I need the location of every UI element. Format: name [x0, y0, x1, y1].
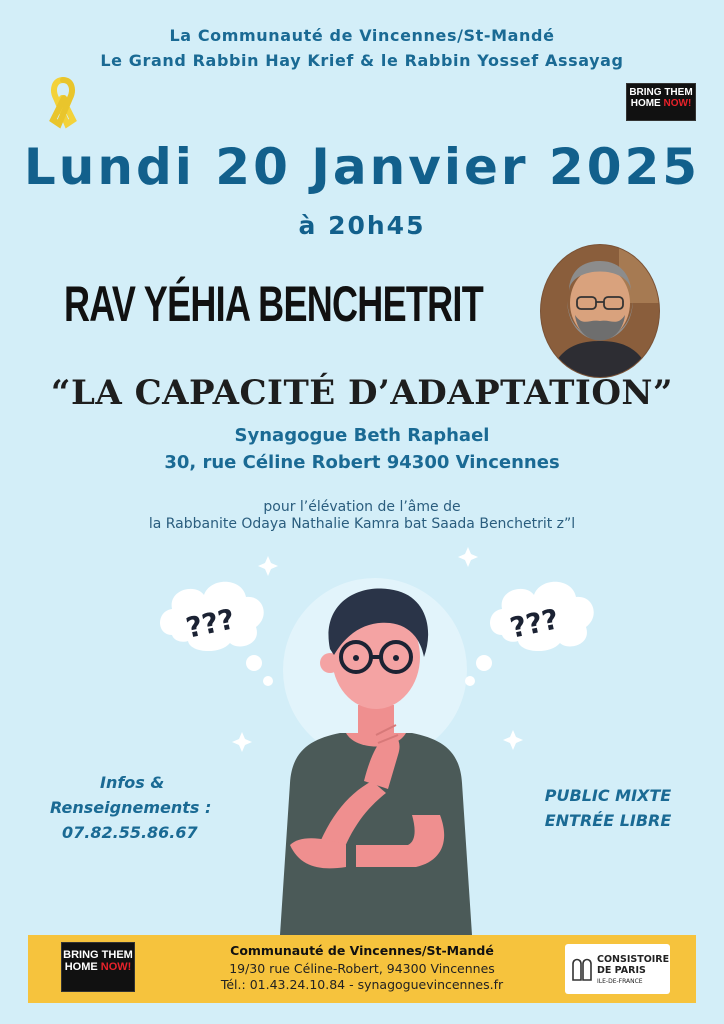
yellow-ribbon-icon [46, 76, 80, 134]
footer-title: Communauté de Vincennes/St-Mandé [230, 943, 494, 958]
badge-home: HOME [64, 961, 101, 974]
consistoire-line1: CONSISTOIRE [597, 954, 670, 965]
badge-line1: BRING THEM [629, 87, 693, 98]
contact-block [50, 770, 250, 845]
public-mixte: PUBLIC MIXTE [544, 786, 672, 805]
bring-them-home-badge [627, 84, 695, 120]
event-time: à 20h45 [298, 211, 426, 240]
footer-banner [28, 935, 696, 1003]
consistoire-logo [565, 944, 670, 994]
infos-label: Infos & [100, 773, 165, 792]
footer-address: 19/30 rue Céline-Robert, 94300 Vincennes [229, 961, 495, 976]
entree-libre: ENTRÉE LIBRE [544, 811, 672, 830]
sparkle-icon [458, 547, 478, 567]
memorial-line2: la Rabbanite Odaya Nathalie Kamra bat Saada Benchetrit z”l [148, 516, 576, 532]
footer-contact[interactable]: Tél.: 01.43.24.10.84 - synagoguevincennes.fr [220, 977, 504, 992]
rabbis-line: Le Grand Rabbin Hay Krief & le Rabbin Yossef Assayag [100, 51, 624, 70]
admission-block [518, 783, 698, 833]
tablets-icon [571, 956, 593, 982]
venue-address: 30, rue Céline Robert 94300 Vincennes [164, 452, 560, 473]
question-marks-right: ??? [507, 602, 562, 645]
renseignements-label: Renseignements : [50, 798, 212, 817]
lecture-topic: “LA CAPACITÉ D’ADAPTATION” [50, 373, 674, 413]
sparkle-icon [258, 556, 278, 576]
contact-phone[interactable]: 07.82.55.86.67 [62, 823, 198, 842]
badge-line2 [627, 98, 695, 109]
speaker-name: RAV YÉHIA BENCHETRIT [64, 276, 483, 332]
speaker-portrait [539, 243, 661, 379]
question-marks-left: ??? [183, 602, 238, 645]
consistoire-line3: ILE-DE-FRANCE [597, 978, 643, 985]
thinking-boy-illustration [150, 545, 610, 935]
badge-now: NOW! [663, 98, 692, 109]
consistoire-line2: DE PARIS [597, 965, 646, 976]
venue-name: Synagogue Beth Raphael [234, 425, 490, 446]
badge-line1: BRING THEM [63, 949, 133, 961]
memorial-line1: pour l’élévation de l’âme de [263, 499, 461, 515]
organizer-line: La Communauté de Vincennes/St-Mandé [169, 26, 555, 45]
sparkle-icon [503, 730, 523, 750]
sparkle-icon [232, 732, 252, 752]
badge-home: HOME [630, 98, 664, 109]
event-date: Lundi 20 Janvier 2025 [23, 138, 701, 196]
badge-now: NOW! [100, 961, 132, 974]
